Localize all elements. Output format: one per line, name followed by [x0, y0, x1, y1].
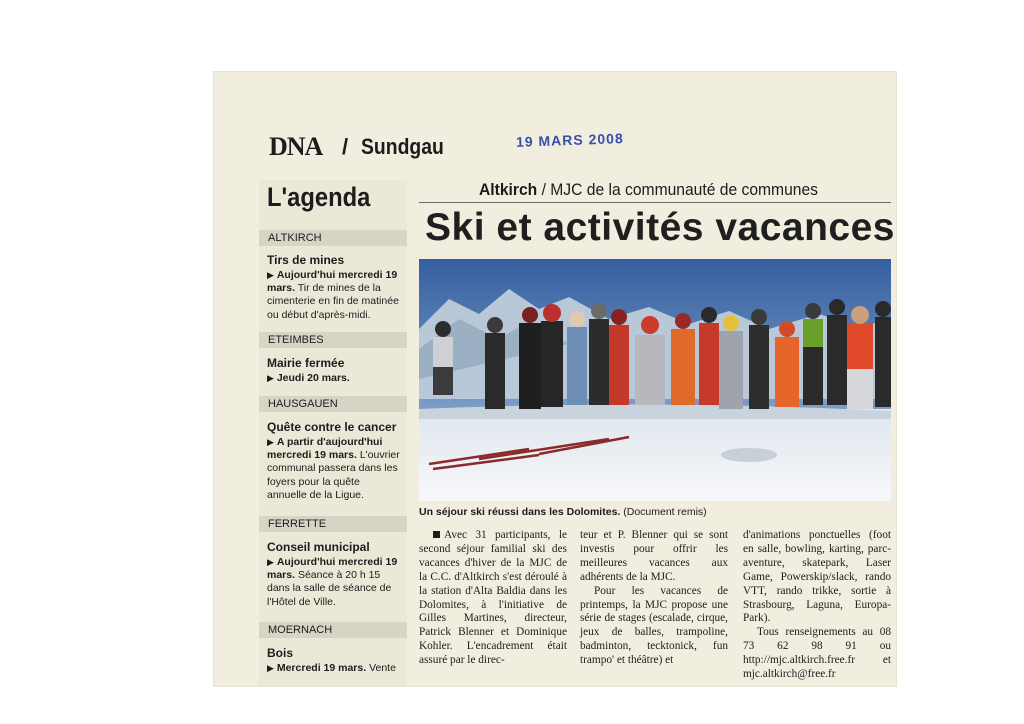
agenda-event-text: Tir de mines de la cimenterie en fin de matinée ou début d'après-midi.: [267, 282, 399, 321]
agenda-event-title: Mairie fermée: [267, 356, 345, 370]
agenda-title: L'agenda: [267, 182, 371, 212]
agenda-sidebar: [259, 180, 407, 686]
bullet-arrow-icon: ▶: [267, 270, 274, 280]
agenda-town: MOERNACH: [259, 622, 407, 638]
bullet-arrow-icon: ▶: [267, 557, 274, 567]
section-name: Sundgau: [361, 134, 444, 159]
caption-text: Un séjour ski réussi dans les Dolomites.: [419, 506, 621, 518]
article-headline: Ski et activités vacances: [425, 206, 895, 249]
header-separator: /: [342, 134, 349, 159]
agenda-event-date: Jeudi 20 mars.: [276, 372, 350, 384]
caption-credit: (Document remis): [623, 506, 707, 518]
date-stamp: 19 MARS 2008: [515, 130, 624, 150]
newspaper-logo: DNA: [269, 132, 323, 161]
article-paragraph: d'animations ponctuelles (foot en salle, bowling, karting, parc-aventure, skatepark, Laser Game, Powerskip/slack, rando VTT, rando trikke, sortie à Strasbourg, Laguna, Europa-Park).: [743, 529, 891, 625]
kicker-rule: [419, 202, 891, 203]
agenda-event-body: [267, 269, 402, 322]
bullet-arrow-icon: ▶: [267, 373, 274, 383]
agenda-town: ALTKIRCH: [259, 230, 407, 246]
agenda-town: ETEIMBES: [259, 332, 407, 348]
article-paragraph: [419, 529, 567, 668]
agenda-event-title: Tirs de mines: [267, 253, 345, 267]
agenda-event-title: Bois: [267, 646, 294, 660]
paragraph-square-icon: [433, 531, 440, 538]
bullet-arrow-icon: ▶: [267, 663, 274, 673]
article-kicker: [479, 180, 818, 200]
newspaper-header: [259, 130, 896, 161]
agenda-event-text: Vente: [369, 662, 396, 674]
agenda-event-date: A partir d'aujourd'hui mercredi 19 mars.: [267, 436, 383, 462]
kicker-rest: / MJC de la communauté de communes: [537, 180, 819, 199]
agenda-town: FERRETTE: [259, 516, 407, 532]
article-column-3: [743, 529, 891, 682]
agenda-town: HAUSGAUEN: [259, 396, 407, 412]
agenda-event-title: Conseil municipal: [267, 540, 370, 554]
article-paragraph: Pour les vacances de printemps, la MJC propose une série de stages (escalade, cirque, jeux de balles, trampoline, badminton, tecktonick, fun trampo' et théâtre) et: [580, 584, 728, 667]
article-paragraph: teur et P. Blenner qui se sont investis pour offrir les meilleures vacances aux adhérents de la MJC.: [580, 529, 728, 583]
article-column-2: [580, 529, 728, 668]
kicker-place: Altkirch: [479, 180, 538, 199]
agenda-event-body: [267, 436, 402, 502]
agenda-event-date: Aujourd'hui mercredi 19 mars.: [267, 269, 398, 295]
agenda-event-body: [267, 662, 402, 675]
bullet-arrow-icon: ▶: [267, 437, 274, 447]
agenda-event-date: Mercredi 19 mars.: [276, 662, 367, 674]
paragraph-text: Avec 31 participants, le second séjour familial ski des vacances d'hiver de la MJC de la C.C. d'Altkirch s'est déroulé à la station d'Alta Baldia dans les Dolomites, à l'initiative de Gilles Martines, directeur, Patrick Blenner et Dominique Kohler. L'encadrement était assuré par le direc-: [419, 529, 567, 667]
agenda-event-body: [267, 556, 402, 609]
article-paragraph: Tous renseignements au 08 73 62 98 91 ou http://mjc.altkirch.free.fr et mjc.altkirch@free.fr: [743, 626, 891, 681]
article-column-1: [419, 529, 567, 668]
agenda-event-title: Quête contre le cancer: [267, 420, 397, 434]
agenda-event-text: L'ouvrier communal passera dans les foyers pour la quête annuelle de la Ligue.: [267, 449, 400, 501]
newspaper-clipping: [214, 72, 896, 686]
agenda-event-text: Séance à 20 h 15 dans la salle de séance de l'Hôtel de Ville.: [267, 569, 392, 608]
agenda-event-body: [267, 372, 402, 385]
group-ski-photo: [419, 259, 891, 501]
photo-caption: [419, 506, 707, 518]
agenda-event-date: Aujourd'hui mercredi 19 mars.: [267, 556, 398, 582]
